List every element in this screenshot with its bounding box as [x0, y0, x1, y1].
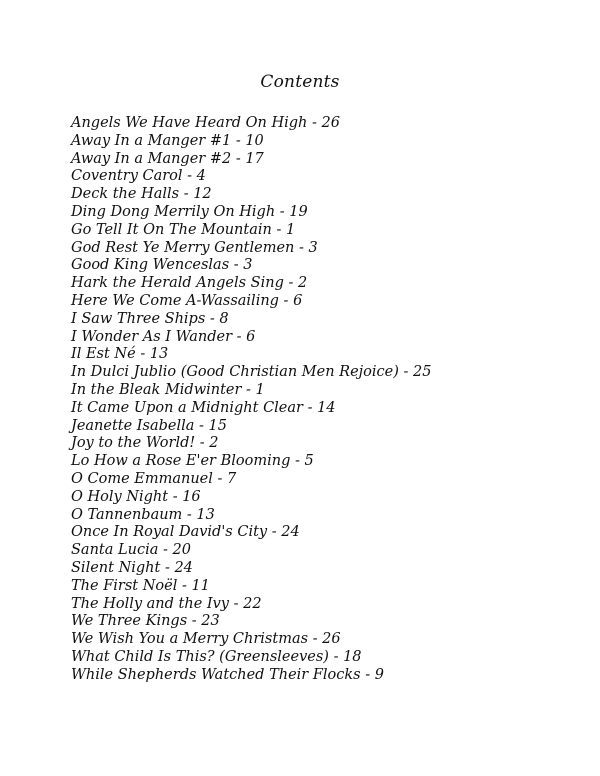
contents-entry: The First Noël - 11 — [71, 577, 210, 594]
contents-entry: Away In a Manger #1 - 10 — [71, 132, 264, 149]
contents-list — [71, 115, 571, 685]
contents-entry: While Shepherds Watched Their Flocks - 9 — [71, 666, 384, 683]
contents-entry: Jeanette Isabella - 15 — [71, 417, 227, 434]
contents-entry: The Holly and the Ivy - 22 — [71, 595, 262, 612]
contents-entry: Lo How a Rose E'er Blooming - 5 — [71, 453, 314, 470]
contents-entry: Hark the Herald Angels Sing - 2 — [71, 275, 308, 292]
contents-entry: O Holy Night - 16 — [71, 488, 201, 505]
contents-entry: I Saw Three Ships - 8 — [71, 310, 229, 327]
contents-entry: What Child Is This? (Greensleeves) - 18 — [71, 648, 362, 665]
contents-entry: God Rest Ye Merry Gentlemen - 3 — [71, 239, 318, 256]
contents-entry: Il Est Né - 13 — [71, 346, 169, 363]
page-title: Contents — [260, 72, 340, 92]
contents-entry: Angels We Have Heard On High - 26 — [71, 115, 340, 131]
contents-entry: In the Bleak Midwinter - 1 — [71, 381, 265, 398]
contents-entry: Santa Lucia - 20 — [71, 542, 191, 559]
contents-entry: O Come Emmanuel - 7 — [71, 470, 237, 487]
contents-entry: Ding Dong Merrily On High - 19 — [71, 203, 308, 220]
contents-entry: Joy to the World! - 2 — [71, 435, 219, 452]
contents-entry: Away In a Manger #2 - 17 — [71, 150, 264, 167]
contents-entry: I Wonder As I Wander - 6 — [71, 328, 256, 345]
contents-entry: It Came Upon a Midnight Clear - 14 — [71, 399, 336, 416]
contents-entry: We Three Kings - 23 — [71, 613, 220, 630]
contents-entry: O Tannenbaum - 13 — [71, 506, 215, 523]
contents-entry: Silent Night - 24 — [71, 559, 193, 576]
contents-entry: We Wish You a Merry Christmas - 26 — [71, 631, 341, 648]
contents-entry: Coventry Carol - 4 — [71, 168, 206, 185]
contents-entry: In Dulci Jublio (Good Christian Men Rejoice) - 25 — [71, 364, 432, 381]
contents-entry: Here We Come A-Wassailing - 6 — [71, 292, 303, 309]
contents-entry: Go Tell It On The Mountain - 1 — [71, 221, 296, 238]
contents-entry: Once In Royal David's City - 24 — [71, 524, 300, 541]
contents-entry: Deck the Halls - 12 — [71, 186, 212, 203]
contents-entry: Good King Wenceslas - 3 — [71, 257, 253, 274]
